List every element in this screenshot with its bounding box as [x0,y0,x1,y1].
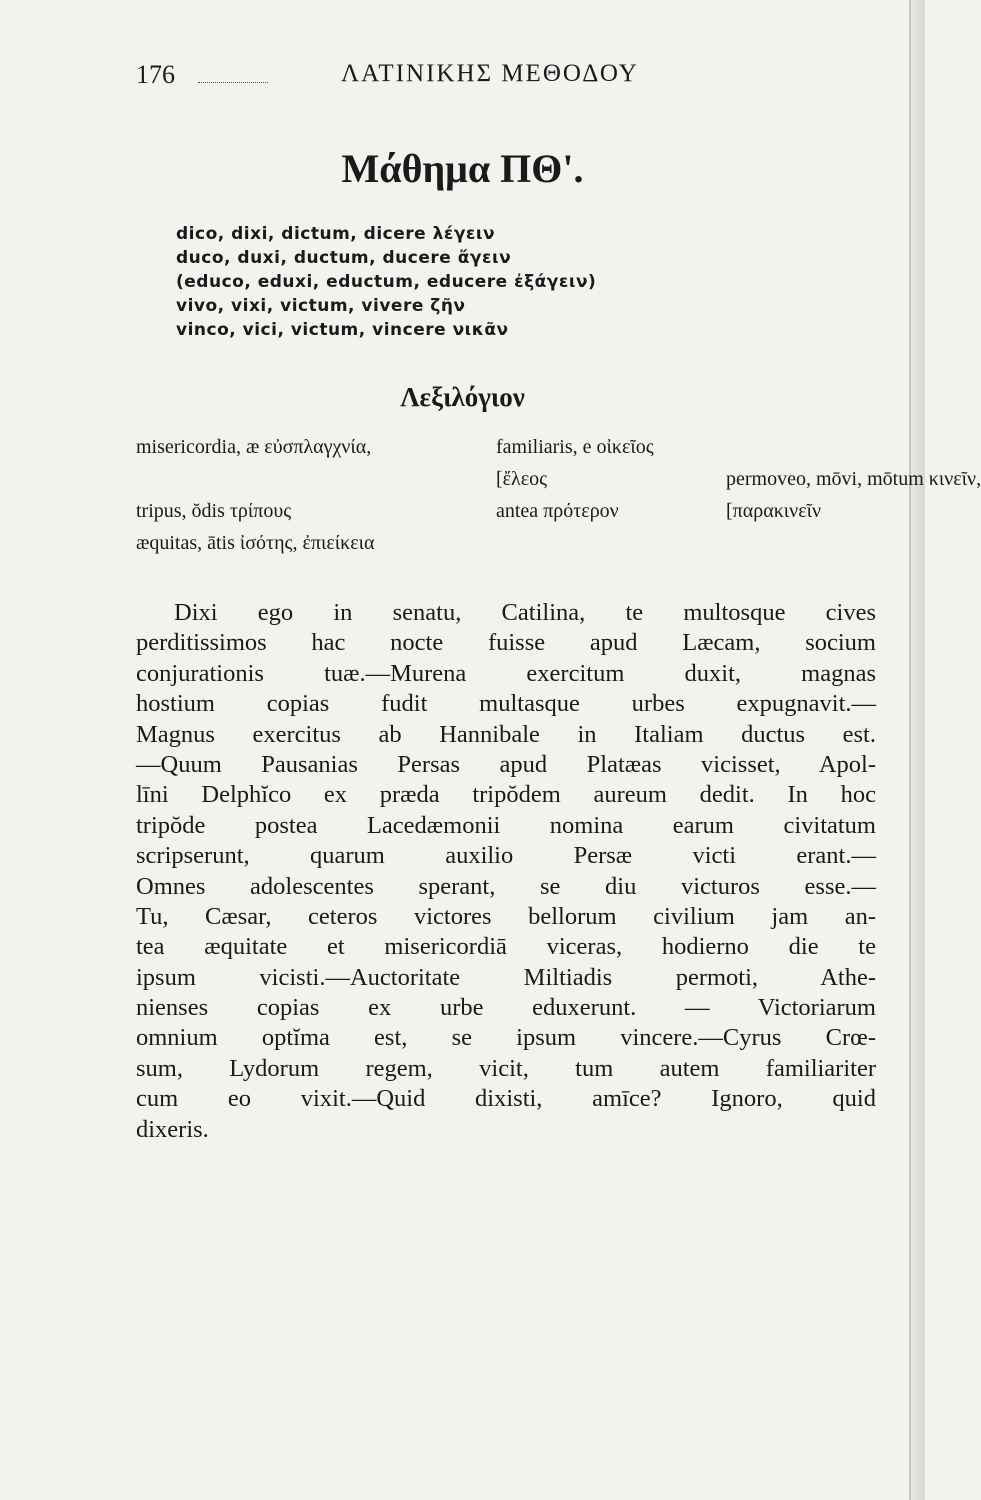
reading-line: Magnus exercitus ab Hannibale in Italiam ductus est. [136,720,876,748]
reading-line: nienses copias ex urbe eduxerunt. — Victoriarum [136,994,876,1022]
verb-line: vinco, vici, victum, vincere νικᾶν [176,320,509,340]
vocabulary-row [136,468,981,500]
vocabulary-entry: permoveo, mōvi, mōtum κινεῖν, [726,468,981,490]
reading-line: —Quum Pausanias Persas apud Platæas vicisset, Apol- [136,750,876,778]
vocabulary-entry: tripus, ŏdis τρίπους [136,500,292,522]
reading-line: Tu, Cæsar, ceteros victores bellorum civilium jam an- [136,902,876,930]
reading-line: Omnes adolescentes sperant, se diu victuros esse.— [136,872,876,900]
verb-line: duco, duxi, ductum, ducere ἄγειν [176,248,512,268]
vocabulary-entry: antea πρότερον [496,500,619,522]
verb-line: dico, dixi, dictum, dicere λέγειν [176,224,496,244]
reading-line: perditissimos hac nocte fuisse apud Læcam, socium [136,629,876,657]
reading-line: Dixi ego in senatu, Catilina, te multosque cives [174,599,876,626]
vocabulary-entry: familiaris, e οἰκεῖος [496,436,654,458]
verb-line: vivo, vixi, victum, vivere ζῆν [176,296,466,316]
running-title: ΛΑΤΙΝΙΚΗΣ ΜΕΘΟΔΟΥ [341,60,639,87]
reading-line: līni Delphĭco ex præda tripŏdem aureum dedit. In hoc [136,781,876,809]
vocabulary-row [136,436,896,468]
vocabulary-row [136,532,896,564]
page-edge [909,0,925,1500]
reading-line: scripserunt, quarum auxilio Persæ victi erant.— [136,842,876,870]
verb-line: (educo, eduxi, eductum, educere ἐξάγειν) [176,272,597,292]
reading-line: dixeris. [136,1115,209,1143]
verb-list [176,222,776,342]
page-number: 176 [136,60,175,89]
head-rule [198,82,268,83]
running-head [136,60,836,90]
reading-line: cum eo vixit.—Quid dixisti, amīce? Ignoro, quid [136,1085,876,1113]
reading-line: tea æquitate et misericordiā viceras, hodierno die te [136,933,876,961]
reading-line: sum, Lydorum regem, vicit, tum autem familiariter [136,1054,876,1082]
vocabulary-entry: [ἔλεος [496,468,548,490]
reading-line: hostium copias fudit multasque urbes expugnavit.— [136,690,876,718]
reading-passage [136,598,876,1145]
lesson-title: Μάθημα ΠΘ'. [341,146,584,191]
reading-line: ipsum vicisti.—Auctoritate Miltiadis permoti, Athe- [136,963,876,991]
vocabulary-list [136,436,981,564]
vocabulary-entry: misericordia, æ εὐσπλαγχνία, [136,436,372,458]
vocabulary-row [136,500,896,532]
vocabulary-entry: æquitas, ātis ἰσότης, ἐπιείκεια [136,532,375,554]
reading-line: tripŏde postea Lacedæmonii nomina earum civitatum [136,811,876,839]
vocabulary-heading: Λεξιλόγιον [400,382,525,412]
reading-line: conjurationis tuæ.—Murena exercitum duxit, magnas [136,659,876,687]
reading-line: omnium optĭma est, se ipsum vincere.—Cyrus Crœ- [136,1024,876,1052]
vocabulary-entry: [παρακινεῖν [726,500,822,522]
